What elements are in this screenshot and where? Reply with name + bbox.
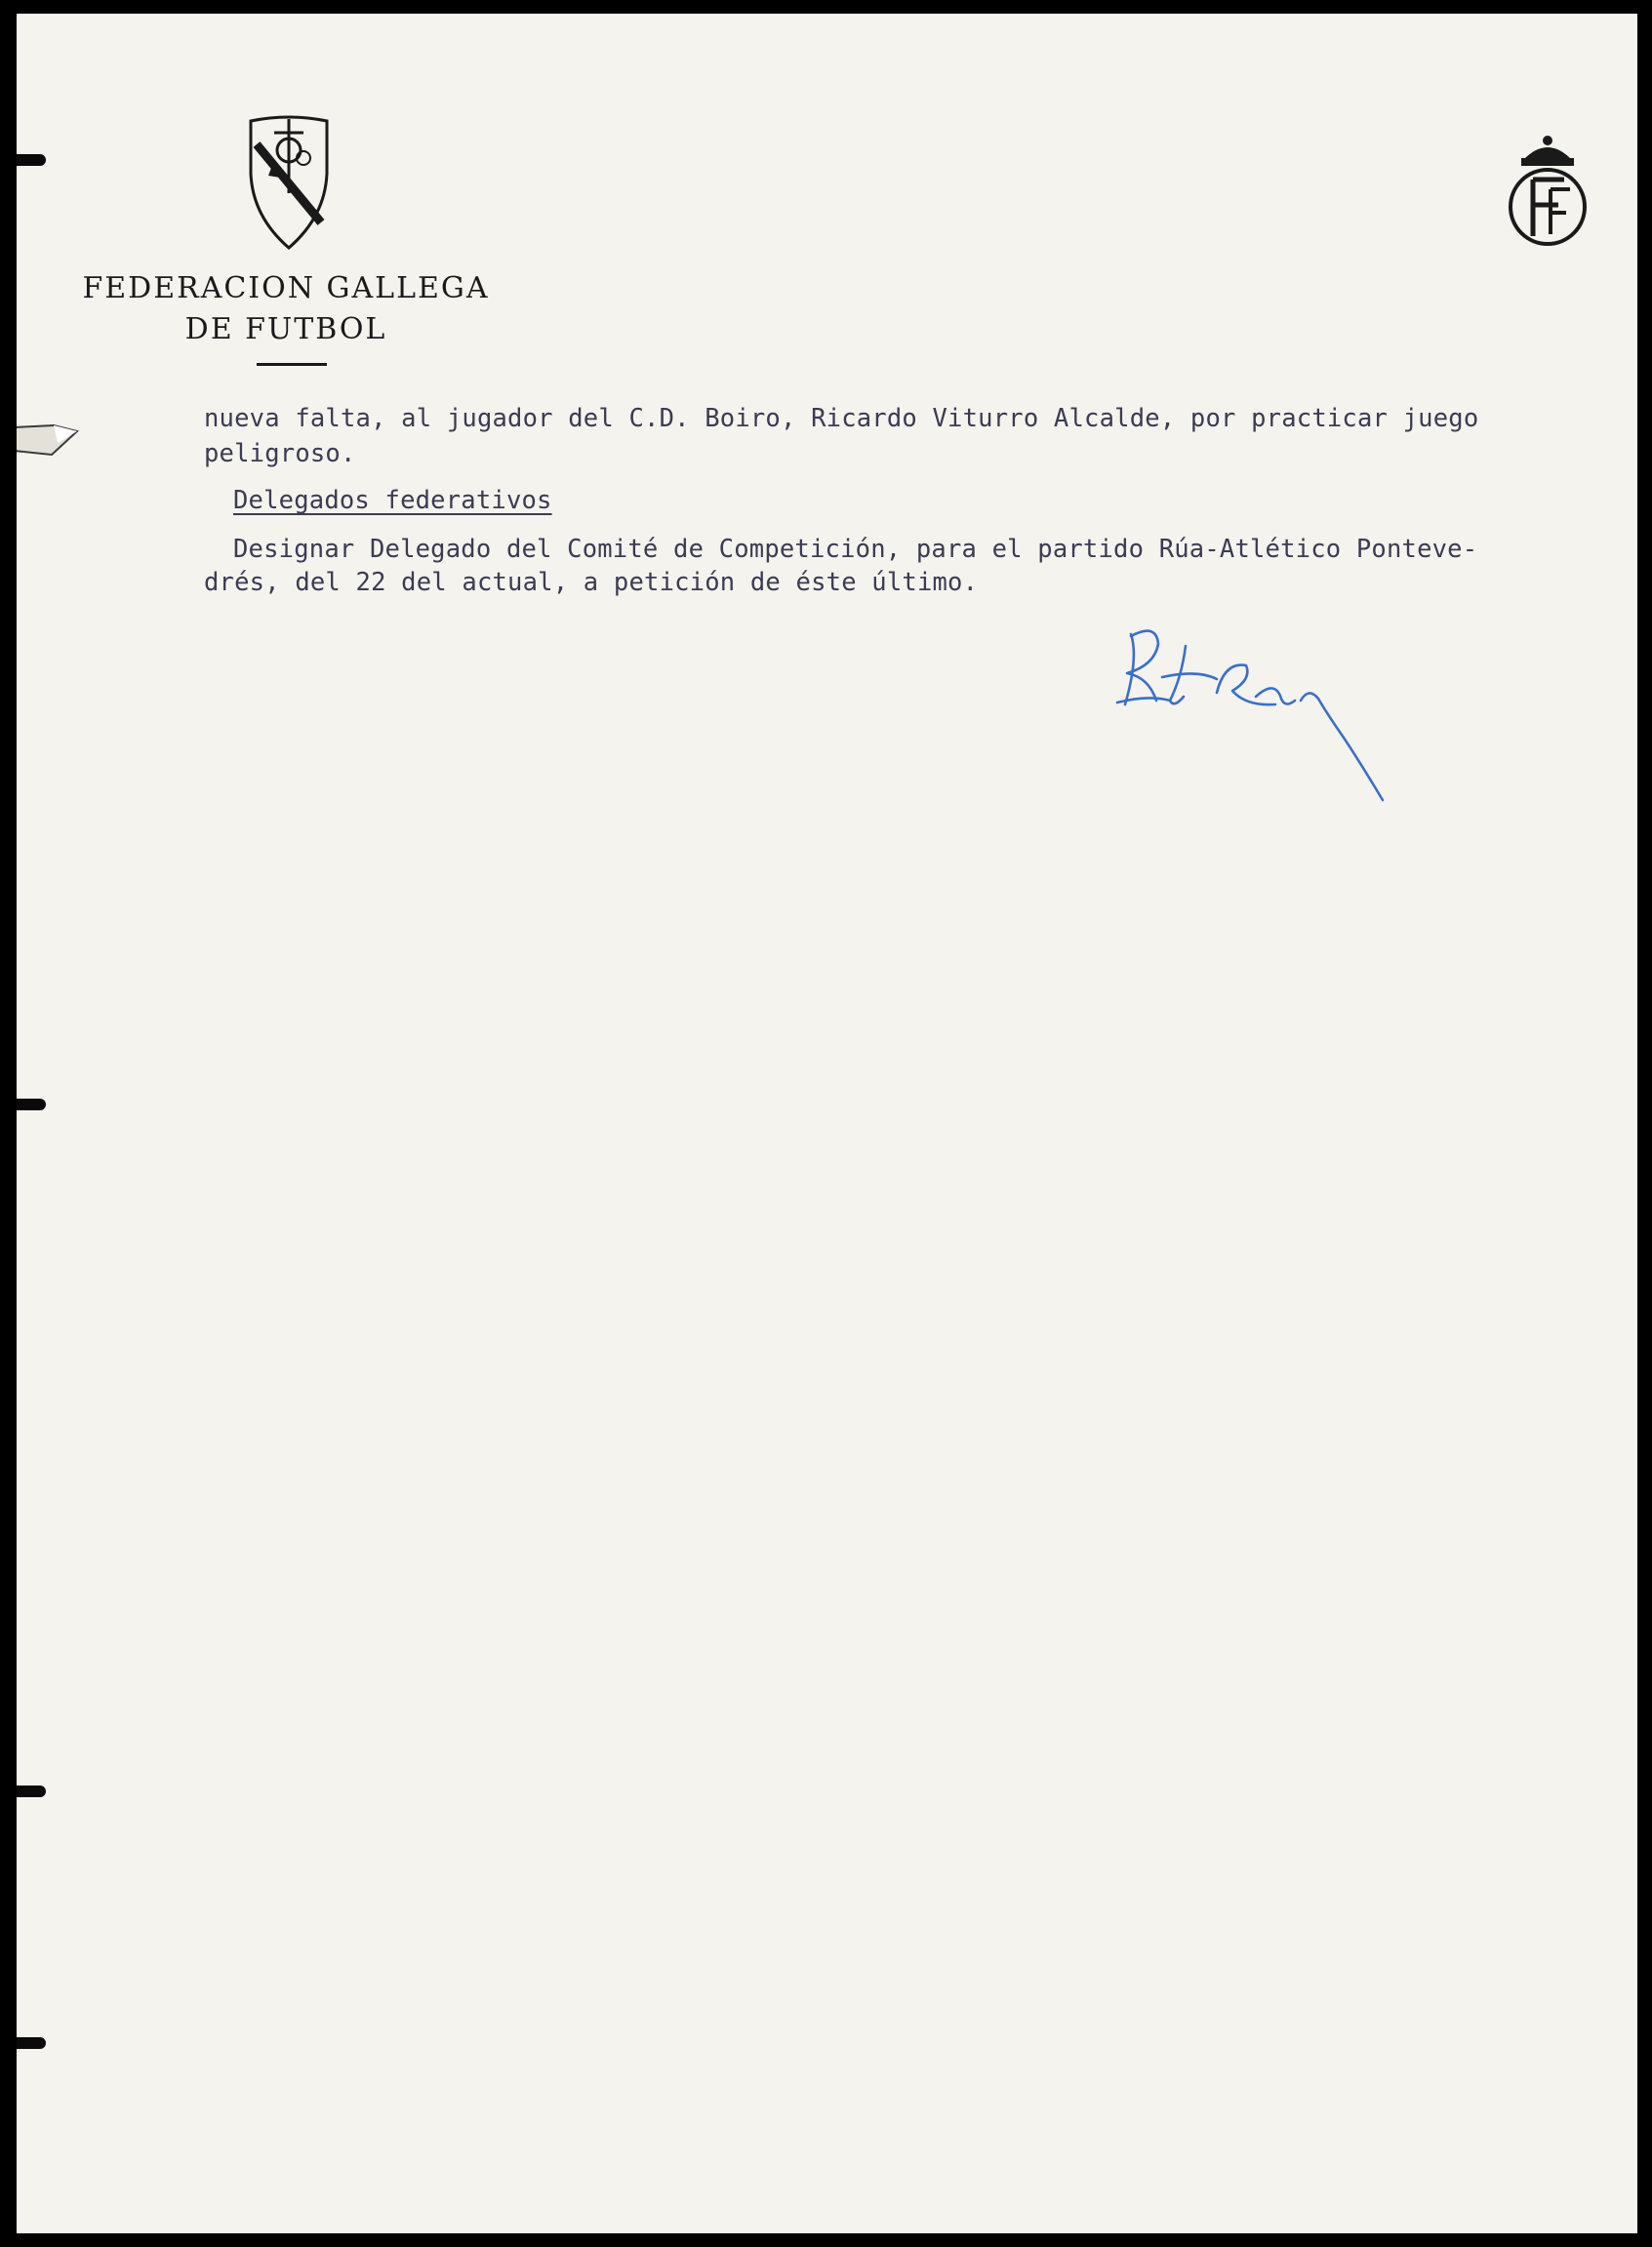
binder-tab-mark [17, 2037, 46, 2049]
binder-tab-mark [17, 154, 46, 166]
body-text-line: Designar Delegado del Comité de Competición, para el partido Rúa-Atlético Ponteve- [233, 535, 1478, 564]
binder-tab-mark [17, 1786, 46, 1797]
torn-paper-fold [17, 421, 83, 461]
letterhead [81, 103, 491, 377]
body-text-line: peligroso. [204, 439, 356, 468]
organization-name-line-1: FEDERACION GALLEGA [82, 271, 490, 305]
binder-tab-mark [17, 1099, 46, 1110]
handwritten-signature [1109, 619, 1422, 823]
federation-crest-icon [245, 115, 333, 252]
section-heading: Delegados federativos [233, 486, 552, 515]
document-page [17, 14, 1637, 2233]
letterhead-divider [257, 363, 327, 366]
organization-name-line-2: DE FUTBOL [184, 312, 387, 346]
royal-football-federation-crest-icon [1494, 131, 1601, 258]
body-text-line: nueva falta, al jugador del C.D. Boiro, Ricardo Viturro Alcalde, por practicar juego [204, 404, 1479, 433]
body-text-line: drés, del 22 del actual, a petición de éste último. [204, 568, 979, 597]
